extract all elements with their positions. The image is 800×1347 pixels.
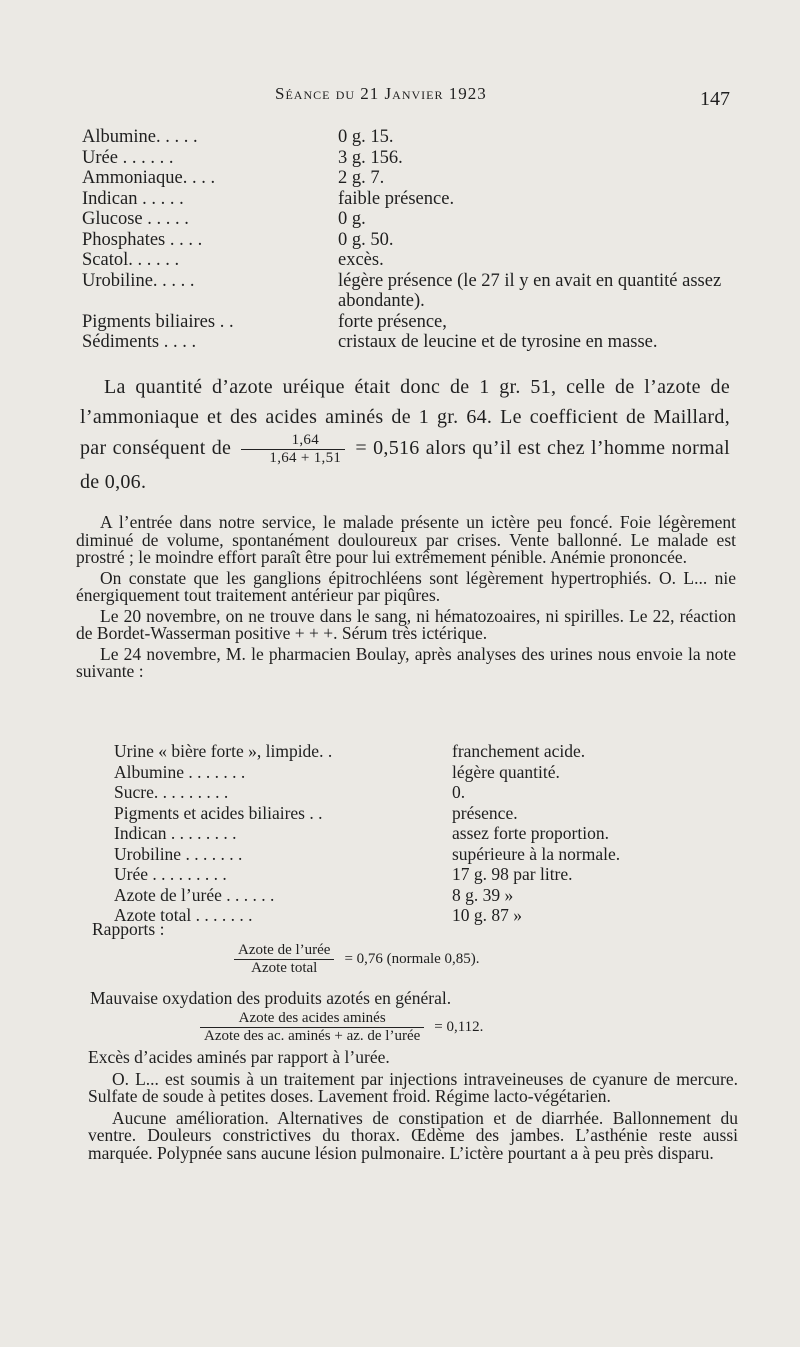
- row-value: 0.: [452, 782, 466, 802]
- clinical-notes: [76, 514, 736, 684]
- table-row: [82, 230, 732, 251]
- row-label: Urée . . . . . . . . .: [114, 864, 227, 884]
- row-label: Ammoniaque. . . .: [82, 168, 216, 188]
- paragraph-text: = 0,516 alors qu’il est chez l’homme normal de 0,06.: [80, 437, 730, 493]
- urine-analysis-table-1: [82, 127, 732, 353]
- fraction-numerator: Azote des acides aminés: [200, 1010, 424, 1028]
- row-label: Pigments biliaires . .: [82, 311, 234, 332]
- paragraph: Excès d’acides aminés par rapport à l’urée.: [88, 1047, 390, 1067]
- row-label: Azote de l’urée . . . . . .: [114, 884, 275, 905]
- row-label: Glucose . . . . .: [82, 209, 189, 229]
- fraction-denominator: Azote total: [251, 960, 318, 976]
- table-row: [82, 271, 732, 312]
- row-label: Urobiline . . . . . . .: [114, 843, 243, 864]
- row-value: 0 g. 50.: [338, 229, 394, 250]
- paragraph: Aucune amélioration. Alternatives de constipation et de diarrhée. Ballonnement du ventre. Douleurs constrictives du thorax. Œdème des jambes. L’asthénie reste aussi marquée. Polypnée sans aucune lésion pulmonaire. L’ictère pourtant a à peu près disparu.: [88, 1107, 738, 1163]
- row-value: 0 g.: [338, 209, 366, 229]
- table-row: [82, 127, 732, 148]
- row-label: Pigments et acides biliaires . .: [114, 802, 323, 823]
- maillard-paragraph: [80, 372, 730, 497]
- paragraph: Le 20 novembre, on ne trouve dans le sang, ni hématozoaires, ni spirilles. Le 22, réaction de Bordet-Wasserman positive + + +. Sérum très ictérique.: [76, 605, 736, 643]
- maillard-fraction: [241, 432, 345, 467]
- row-value: cristaux de leucine et de tyrosine en masse.: [338, 332, 658, 352]
- ratio-fraction: [234, 942, 334, 977]
- row-label: Scatol. . . . . .: [82, 250, 180, 270]
- row-value: 17 g. 98 par litre.: [452, 864, 573, 884]
- page-header: [0, 84, 800, 114]
- table-row: [114, 741, 694, 762]
- row-label: Sucre. . . . . . . . .: [114, 782, 229, 802]
- ratio-result: = 0,112.: [434, 1019, 484, 1035]
- row-value: excès.: [338, 250, 384, 270]
- row-value: 8 g. 39 »: [452, 884, 514, 905]
- row-value: faible présence.: [338, 188, 455, 209]
- ratio-fraction: [200, 1010, 424, 1045]
- treatment-notes: [88, 1049, 738, 1166]
- row-value: présence.: [452, 802, 518, 823]
- paragraph: On constate que les ganglions épitrochléens sont légèrement hypertrophiés. O. L... nie énergiquement tout traitement antérieur par piqûres.: [76, 567, 736, 605]
- fraction-numerator: 1,64: [241, 432, 345, 450]
- row-label: Urine « bière forte », limpide. .: [114, 741, 333, 761]
- table-row: [114, 905, 694, 926]
- paragraph: Le 24 novembre, M. le pharmacien Boulay, après analyses des urines nous envoie la note suivante :: [76, 643, 736, 681]
- table-row: [114, 823, 694, 844]
- row-label: Albumine . . . . . . .: [114, 761, 246, 782]
- ratio-result: = 0,76 (normale 0,85).: [344, 951, 480, 967]
- rapports-label: Rapports :: [92, 919, 165, 939]
- row-value: 0 g. 15.: [338, 127, 394, 147]
- row-value: forte présence,: [338, 311, 447, 332]
- row-label: Urée . . . . . .: [82, 147, 174, 168]
- row-value: franchement acide.: [452, 741, 586, 761]
- paragraph-text: La quantité d’azote uréique était donc de 1 gr. 51, celle de l’azote de l’ammoniaque et des acides aminés de 1 gr. 64. Le coefficient de Maillard, par conséquent de: [80, 376, 730, 460]
- table-row: [114, 762, 694, 783]
- table-row: [82, 189, 732, 210]
- row-label: Albumine. . . . .: [82, 127, 198, 147]
- row-value: assez forte proportion.: [452, 823, 609, 843]
- row-value: 2 g. 7.: [338, 168, 385, 188]
- table-row: [82, 332, 732, 353]
- table-row: [114, 864, 694, 885]
- row-label: Azote total . . . . . . .: [114, 905, 253, 925]
- table-row: [82, 312, 732, 333]
- row-label: Sédiments . . . .: [82, 332, 197, 352]
- row-label: Indican . . . . . . . .: [114, 823, 237, 843]
- ratio-equation-2: [196, 1010, 483, 1045]
- row-value: supérieure à la normale.: [452, 843, 621, 864]
- table-row: [114, 803, 694, 824]
- running-title: Séance du 21 Janvier 1923: [275, 84, 487, 103]
- fraction-numerator: Azote de l’urée: [234, 942, 334, 960]
- oxidation-note: Mauvaise oxydation des produits azotés en général.: [90, 988, 452, 1008]
- table-row: [114, 844, 694, 865]
- ratio-equation-1: [230, 942, 480, 977]
- table-row: [82, 168, 732, 189]
- paragraph: A l’entrée dans notre service, le malade présente un ictère peu foncé. Foie légèrement diminué de volume, spontanément douloureux par crises. Vente ballonné. Le malade est prostré ; le moindre effort paraît être pour lui extrêmement pénible. Anémie prononcée.: [76, 512, 736, 567]
- paragraph: [80, 372, 730, 497]
- table-row: [82, 209, 732, 230]
- fraction-denominator: 1,64 + 1,51: [269, 450, 342, 466]
- row-value: 3 g. 156.: [338, 147, 403, 168]
- fraction-denominator: Azote des ac. aminés + az. de l’urée: [204, 1028, 421, 1044]
- row-value: légère quantité.: [452, 761, 560, 782]
- table-row: [114, 885, 694, 906]
- row-label: Urobiline. . . . .: [82, 270, 195, 291]
- paragraph: O. L... est soumis à un traitement par injections intraveineuses de cyanure de mercure. Sulfate de soude à petites doses. Lavement froid. Régime lacto-végétarien.: [88, 1068, 738, 1106]
- page-number: 147: [700, 88, 730, 110]
- table-row: [82, 148, 732, 169]
- table-row: [114, 782, 694, 803]
- row-value: légère présence (le 27 il y en avait en quantité assez abondante).: [338, 270, 722, 311]
- row-value: 10 g. 87 »: [452, 905, 522, 925]
- row-label: Indican . . . . .: [82, 188, 184, 209]
- row-label: Phosphates . . . .: [82, 229, 203, 250]
- table-row: [82, 250, 732, 271]
- urine-analysis-table-2: [114, 741, 694, 926]
